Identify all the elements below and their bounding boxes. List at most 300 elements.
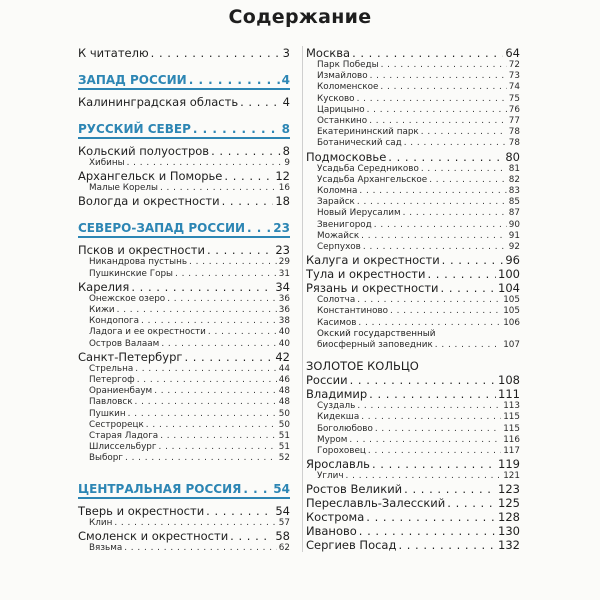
toc-entry[interactable] <box>78 46 290 60</box>
toc-page-number: 108 <box>498 373 520 388</box>
toc-entry-title: Вязьма <box>89 542 123 553</box>
toc-section-header[interactable] <box>78 121 290 139</box>
toc-entry-title: Выборг <box>89 453 123 464</box>
dot-leader <box>350 373 496 387</box>
dot-leader <box>375 424 501 435</box>
toc-entry-title: Ярославль <box>306 457 370 472</box>
dot-leader <box>441 281 497 295</box>
toc-page-number: 96 <box>505 253 520 268</box>
toc-entry[interactable] <box>78 350 290 364</box>
toc-entry-title: Касимов <box>317 317 357 328</box>
dot-leader <box>224 169 273 183</box>
dot-leader <box>158 442 276 453</box>
dot-leader <box>429 175 507 186</box>
dot-leader <box>349 435 501 446</box>
toc-page-number: 3 <box>282 46 290 60</box>
dot-leader <box>403 208 507 219</box>
toc-page-number: 9 <box>284 158 290 168</box>
toc-page-number: 90 <box>508 219 520 230</box>
toc-entry-title: Калуга и окрестности <box>306 253 440 268</box>
toc-subentry[interactable] <box>78 257 290 268</box>
toc-entry-title: Малые Корелы <box>89 183 158 194</box>
toc-entry-title: Санкт-Петербург <box>78 349 183 364</box>
toc-entry-title: Владимир <box>306 387 368 402</box>
toc-entry-title: Коломна <box>317 186 358 197</box>
dot-leader <box>128 409 277 420</box>
toc-subentry[interactable] <box>306 471 520 482</box>
dot-leader <box>240 95 281 109</box>
toc-entry-title: Стрельна <box>89 363 134 374</box>
toc-entry-title: Боголюбово <box>317 423 373 434</box>
dot-leader <box>404 482 496 496</box>
toc-subentry[interactable] <box>306 318 520 329</box>
toc-entry-title: Калининградская область <box>78 95 239 109</box>
toc-entry-title: Кондопога <box>89 316 139 327</box>
dot-leader <box>137 375 277 386</box>
dot-leader <box>388 150 503 164</box>
toc-subentry[interactable] <box>306 94 520 105</box>
toc-page-number: 48 <box>278 397 290 408</box>
dot-leader <box>222 194 274 208</box>
dot-leader <box>207 243 273 257</box>
toc-page-number: 104 <box>498 281 520 296</box>
dot-leader <box>154 386 277 397</box>
dot-leader <box>372 457 496 471</box>
toc-subentry[interactable] <box>306 116 520 127</box>
toc-entry[interactable] <box>78 280 290 294</box>
toc-entry[interactable] <box>306 538 520 552</box>
toc-entry-title: Звенигород <box>317 219 372 230</box>
toc-page-number: 23 <box>273 221 290 236</box>
toc-entry-title: Усадьба Середниково <box>317 163 419 174</box>
toc-subentry[interactable] <box>78 269 290 280</box>
toc-page-number: 74 <box>508 82 520 93</box>
toc-subentry[interactable] <box>78 442 290 453</box>
toc-entry-title: Ораниенбаум <box>89 386 153 397</box>
toc-subentry[interactable] <box>306 127 520 138</box>
toc-left-column <box>78 46 290 554</box>
toc-page-number: 113 <box>503 401 520 412</box>
dot-leader <box>230 529 273 543</box>
dot-leader <box>135 364 277 375</box>
toc-entry-title: Онежское озеро <box>89 293 166 304</box>
toc-entry[interactable] <box>306 253 520 267</box>
dot-leader <box>175 269 277 280</box>
toc-page-number: 29 <box>278 257 290 268</box>
toc-page-number: 76 <box>508 104 520 115</box>
toc-page-number: 38 <box>278 316 290 327</box>
toc-entry-title: России <box>306 373 348 388</box>
toc-entry-title: ЦЕНТРАЛЬНАЯ РОССИЯ <box>78 481 242 496</box>
dot-leader <box>160 431 277 442</box>
dot-leader <box>381 60 507 71</box>
dot-leader <box>184 350 273 364</box>
dot-leader <box>398 538 496 552</box>
toc-subentry[interactable] <box>78 386 290 397</box>
toc-page-number: 54 <box>275 503 290 518</box>
toc-page-number: 77 <box>508 116 520 127</box>
dot-leader <box>374 220 507 231</box>
toc-page-number: 116 <box>503 434 520 445</box>
dot-leader <box>117 305 277 316</box>
toc-page-number: 52 <box>278 453 290 464</box>
toc-page-number: 91 <box>508 230 520 241</box>
toc-entry[interactable] <box>78 194 290 208</box>
toc-entry-title: Никандрова пустынь <box>89 257 188 268</box>
toc-entry-title: РУССКИЙ СЕВЕР <box>78 122 191 136</box>
toc-page-number: 58 <box>275 528 290 543</box>
toc-subentry[interactable] <box>306 208 520 219</box>
toc-entry[interactable] <box>306 281 520 295</box>
dot-leader <box>357 94 507 105</box>
toc-page-number: 125 <box>498 496 520 511</box>
toc-subentry[interactable] <box>306 295 520 306</box>
dot-leader <box>161 339 276 350</box>
toc-subentry[interactable] <box>306 340 520 351</box>
dot-leader <box>363 242 507 253</box>
toc-page-number: 57 <box>278 517 290 528</box>
toc-entry[interactable] <box>306 150 520 164</box>
toc-entry-title: Пушкинские Горы <box>89 268 174 279</box>
toc-page-number: 87 <box>508 208 520 219</box>
toc-entry-title: Хибины <box>89 158 125 168</box>
dot-leader <box>359 524 496 538</box>
dot-leader <box>357 295 501 306</box>
toc-page-number: 8 <box>281 122 290 136</box>
toc-section-header[interactable] <box>78 72 290 90</box>
toc-entry[interactable] <box>306 373 520 387</box>
dot-leader <box>243 481 271 497</box>
toc-subentry[interactable] <box>78 543 290 554</box>
toc-page-number: 106 <box>503 317 520 328</box>
toc-page-number: 105 <box>503 306 520 317</box>
dot-leader <box>368 446 501 457</box>
dot-leader <box>125 453 277 464</box>
dot-leader <box>369 116 507 127</box>
toc-entry-title: Коломенское <box>317 82 379 93</box>
toc-subentry[interactable] <box>306 435 520 446</box>
dot-leader <box>427 267 496 281</box>
toc-page-number: 117 <box>503 446 520 457</box>
toc-entry-title: Тула и окрестности <box>306 267 426 282</box>
toc-entry-title: К читателю <box>78 46 149 60</box>
toc-entry-title: Царицыно <box>317 104 365 115</box>
toc-subentry[interactable] <box>306 164 520 175</box>
toc-entry-title: Кусково <box>317 93 355 104</box>
toc-subentry[interactable] <box>306 197 520 208</box>
toc-subentry[interactable] <box>78 305 290 316</box>
toc-subentry[interactable] <box>78 316 290 327</box>
toc-subentry[interactable] <box>306 138 520 149</box>
toc-entry[interactable] <box>78 144 290 158</box>
toc-subentry[interactable] <box>78 339 290 350</box>
spacer <box>78 60 290 72</box>
toc-page-number: 40 <box>278 327 290 338</box>
toc-page-number: 72 <box>508 60 520 70</box>
toc-subentry[interactable] <box>78 375 290 386</box>
dot-leader <box>367 105 507 116</box>
toc-entry[interactable] <box>78 529 290 543</box>
dot-leader <box>358 318 501 329</box>
toc-section-header[interactable] <box>78 481 290 499</box>
toc-entry-title: Павловск <box>89 397 133 408</box>
toc-entry-title: Шлиссельбург <box>89 442 157 453</box>
toc-entry-title: Иваново <box>306 524 357 539</box>
toc-entry-title: Ботанический сад <box>317 138 402 149</box>
toc-page-number: 51 <box>278 431 290 442</box>
dot-leader <box>442 253 504 267</box>
toc-subentry[interactable] <box>306 306 520 317</box>
dot-leader <box>135 397 277 408</box>
toc-page-number: 119 <box>498 457 520 472</box>
toc-subentry[interactable] <box>78 294 290 305</box>
toc-entry-title: Рязань и окрестности <box>306 281 439 296</box>
dot-leader <box>369 387 496 401</box>
toc-subentry[interactable] <box>306 231 520 242</box>
toc-entry-title: Зарайск <box>317 197 355 208</box>
toc-page-number: 44 <box>278 363 290 374</box>
toc-subentry[interactable] <box>306 186 520 197</box>
dot-leader <box>380 82 506 93</box>
toc-page-number: 50 <box>278 408 290 419</box>
toc-entry-title: Пушкин <box>89 408 126 419</box>
dot-leader <box>127 158 283 169</box>
dot-leader <box>114 518 276 529</box>
dot-leader <box>352 46 503 60</box>
dot-leader <box>357 197 507 208</box>
dot-leader <box>370 71 507 82</box>
toc-entry-title: Ладога и ее окрестности <box>89 327 206 338</box>
dot-leader <box>435 340 501 351</box>
toc-entry-title: Кольский полуостров <box>78 144 210 158</box>
dot-leader <box>361 231 507 242</box>
toc-entry-title: Смоленск и окрестности <box>78 528 229 543</box>
toc-entry-title: ЗАПАД РОССИИ <box>78 73 187 87</box>
toc-subentry[interactable] <box>78 397 290 408</box>
toc-entry-title: биосферный заповедник <box>317 340 433 351</box>
dot-leader <box>211 144 281 158</box>
toc-subentry[interactable] <box>78 327 290 338</box>
toc-page-number: 62 <box>278 542 290 553</box>
toc-subentry[interactable] <box>78 409 290 420</box>
dot-leader <box>346 471 502 482</box>
toc-subentry[interactable] <box>78 453 290 464</box>
toc-subentry[interactable] <box>306 424 520 435</box>
toc-entry-title: Кострома <box>306 510 365 525</box>
toc-entry-title: Останкино <box>317 116 368 127</box>
dot-leader <box>404 138 507 149</box>
dot-leader <box>247 220 271 236</box>
toc-page-number: 80 <box>505 149 520 164</box>
toc-page-number: 54 <box>273 481 290 496</box>
toc-subentry[interactable] <box>78 518 290 529</box>
toc-entry-title: Архангельск и Поморье <box>78 169 223 184</box>
toc-page-number: 92 <box>508 242 520 253</box>
toc-entry-title: Парк Победы <box>317 60 379 70</box>
toc-page-number: 132 <box>498 538 520 553</box>
toc-page-number: 48 <box>278 386 290 397</box>
toc-entry-title: СЕВЕРО-ЗАПАД РОССИИ <box>78 221 246 236</box>
toc-entry-title: Углич <box>317 471 344 482</box>
toc-page-number: 64 <box>505 46 520 60</box>
toc-entry[interactable] <box>306 457 520 471</box>
toc-entry-title: Москва <box>306 46 351 60</box>
toc-entry[interactable] <box>306 387 520 401</box>
toc-subentry[interactable] <box>78 364 290 375</box>
toc-page-number: 78 <box>508 138 520 149</box>
toc-subentry-line: Окский государственный <box>317 328 436 339</box>
toc-subentry[interactable] <box>306 105 520 116</box>
toc-entry-title: Константиново <box>317 306 389 317</box>
toc-page-number: 12 <box>275 169 290 184</box>
toc-entry[interactable] <box>78 169 290 183</box>
toc-page-number: 85 <box>508 197 520 208</box>
toc-page-number: 18 <box>275 194 290 209</box>
toc-subentry[interactable] <box>78 158 290 169</box>
toc-section-header[interactable] <box>78 220 290 238</box>
spacer <box>78 465 290 481</box>
toc-page-number: 121 <box>503 471 520 482</box>
toc-entry-title: Екатерининский парк <box>317 127 419 138</box>
toc-page-number: 36 <box>278 305 290 316</box>
dot-leader <box>357 401 501 412</box>
toc-page-number: 8 <box>282 144 290 158</box>
toc-page-number: 4 <box>281 73 290 87</box>
toc-page-number: 34 <box>275 279 290 294</box>
toc-page-number: 31 <box>278 268 290 279</box>
toc-page-number: 36 <box>278 293 290 304</box>
toc-entry-title: Усадьба Архангельское <box>317 174 428 185</box>
toc-subentry[interactable] <box>306 60 520 71</box>
toc-entry-title: Муром <box>317 434 348 445</box>
toc-page-number: 75 <box>508 93 520 104</box>
toc-page-number: 16 <box>278 183 290 194</box>
toc-subentry[interactable] <box>306 401 520 412</box>
toc-page-number: 105 <box>503 295 520 306</box>
toc-entry-title: Тверь и окрестности <box>78 503 205 518</box>
toc-subentry[interactable] <box>78 420 290 431</box>
toc-page-number: 128 <box>498 510 520 525</box>
dot-leader <box>359 186 506 197</box>
toc-page-number: 40 <box>278 338 290 349</box>
toc-page-number: 51 <box>278 442 290 453</box>
toc-entry[interactable] <box>306 267 520 281</box>
dot-leader <box>390 306 501 317</box>
dot-leader <box>421 164 507 175</box>
toc-entry-title: Петергоф <box>89 375 135 386</box>
toc-subentry[interactable] <box>306 82 520 93</box>
toc-subentry[interactable] <box>306 71 520 82</box>
toc-page-number: 130 <box>498 524 520 539</box>
toc-subentry[interactable] <box>306 242 520 253</box>
dot-leader <box>146 420 277 431</box>
spacer <box>78 208 290 220</box>
dot-leader <box>206 504 273 518</box>
toc-page-number: 42 <box>275 349 290 364</box>
toc-entry-title: Кидекша <box>317 412 360 423</box>
dot-leader <box>447 496 496 510</box>
toc-entry-title: Переславль-Залесский <box>306 496 446 511</box>
toc-subentry[interactable] <box>306 412 520 423</box>
toc-entry-title: Новый Иерусалим <box>317 208 401 219</box>
toc-entry[interactable] <box>78 504 290 518</box>
toc-entry-title: Остров Валаам <box>89 338 160 349</box>
dot-leader <box>421 127 507 138</box>
toc-entry[interactable] <box>306 482 520 496</box>
dot-leader <box>193 121 280 137</box>
dot-leader <box>189 257 277 268</box>
dot-leader <box>160 183 277 194</box>
toc-entry-title: Суздаль <box>317 401 356 412</box>
toc-subentry[interactable] <box>306 446 520 457</box>
toc-page-number: 82 <box>508 174 520 185</box>
toc-entry[interactable] <box>306 510 520 524</box>
toc-entry[interactable] <box>306 524 520 538</box>
toc-page-number: 81 <box>508 163 520 174</box>
dot-leader <box>167 294 277 305</box>
toc-entry-title: Ростов Великий <box>306 482 403 497</box>
toc-entry[interactable] <box>306 496 520 510</box>
toc-entry-title: Можайск <box>317 230 360 241</box>
toc-entry[interactable] <box>78 243 290 257</box>
toc-entry-title: Клин <box>89 517 113 528</box>
dot-leader <box>189 72 280 88</box>
toc-subentry[interactable] <box>306 220 520 231</box>
toc-page-number: 115 <box>503 412 520 423</box>
toc-page-number: 4 <box>282 95 290 109</box>
toc-right-column <box>302 46 520 552</box>
toc-page-number: 115 <box>503 423 520 434</box>
toc-entry-title: Псков и окрестности <box>78 243 205 258</box>
toc-entry-title: Вологда и окрестности <box>78 194 220 209</box>
dot-leader <box>151 46 281 60</box>
toc-page-number: 78 <box>508 127 520 138</box>
dot-leader <box>124 543 277 554</box>
toc-entry-title: Серпухов <box>317 242 361 253</box>
spacer <box>78 109 290 121</box>
toc-page-number: 73 <box>508 71 520 82</box>
toc-page-number: 83 <box>508 186 520 197</box>
toc-entry-title: Солотча <box>317 295 356 306</box>
toc-entry-title: Старая Ладога <box>89 431 159 442</box>
toc-entry-title: Карелия <box>78 279 130 294</box>
toc-section-heading: ЗОЛОТОЕ КОЛЬЦО <box>306 359 419 374</box>
toc-subentry[interactable] <box>78 431 290 442</box>
toc-page-number: 111 <box>498 387 520 402</box>
toc-entry-title: Сестрорецк <box>89 419 144 430</box>
toc-entry[interactable] <box>306 46 520 60</box>
dot-leader <box>361 412 501 423</box>
dot-leader <box>366 510 496 524</box>
toc-entry-title: Кижи <box>89 305 115 316</box>
toc-page-number: 50 <box>278 419 290 430</box>
toc-subentry[interactable] <box>306 175 520 186</box>
toc-entry-title: Подмосковье <box>306 149 387 164</box>
toc-page-number: 100 <box>498 267 520 282</box>
toc-page-number: 23 <box>275 243 290 258</box>
spacer <box>306 351 520 359</box>
toc-entry[interactable] <box>78 95 290 109</box>
toc-subentry[interactable] <box>78 183 290 194</box>
toc-page-number: 46 <box>278 375 290 386</box>
toc-entry-title: Сергиев Посад <box>306 538 397 553</box>
dot-leader <box>208 327 277 338</box>
toc-page-number: 123 <box>498 482 520 497</box>
page-title: Содержание <box>228 6 372 28</box>
toc-page-number: 107 <box>503 340 520 351</box>
dot-leader <box>141 316 277 327</box>
toc-entry-title: Измайлово <box>317 71 368 82</box>
